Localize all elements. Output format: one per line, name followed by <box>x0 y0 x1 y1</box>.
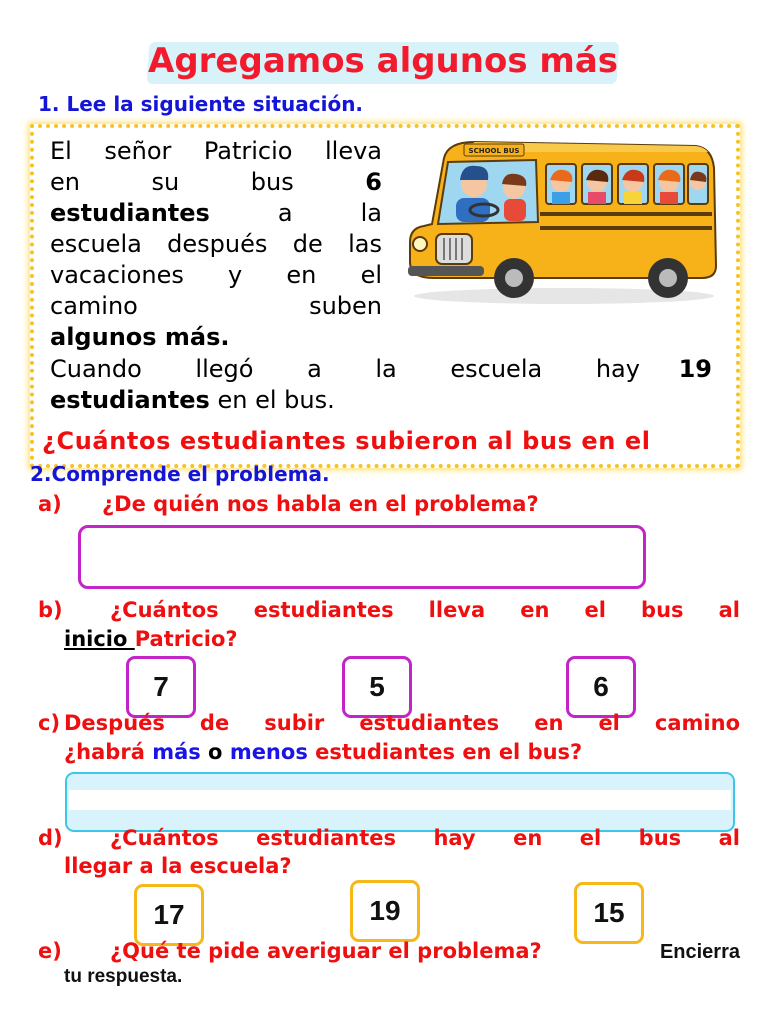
story-line <box>50 167 382 198</box>
story-box <box>30 124 740 468</box>
question-b-label: b) <box>38 598 63 622</box>
section-2-heading: 2.Comprende el problema. <box>30 462 330 486</box>
question-b-text: ¿Cuántos estudiantes lleva en el bus al <box>110 598 740 622</box>
question-d-label: d) <box>38 826 63 850</box>
story-line: escuela después de las <box>50 230 382 258</box>
word: la <box>360 199 382 227</box>
question-e-text: ¿Qué te pide averiguar el problema? <box>110 939 542 963</box>
story-line-text: Cuando llegó a la escuela hay <box>50 355 640 383</box>
answer-box-a[interactable] <box>78 525 646 589</box>
story-paragraph <box>50 136 382 353</box>
section-1-heading: 1. Lee la siguiente situación. <box>38 92 364 116</box>
question-c-text: Después de subir estudiantes en el camino <box>64 711 740 735</box>
question-d-line2: llegar a la escuela? <box>64 854 292 878</box>
option-d-2[interactable]: 19 <box>350 880 420 942</box>
story-paragraph-2 <box>50 354 726 416</box>
story-line <box>50 291 382 322</box>
number-nineteen: 19 <box>678 355 712 383</box>
question-e-hint: Encierra <box>659 941 740 963</box>
text-part: ¿habrá <box>64 740 153 764</box>
question-d-text: ¿Cuántos estudiantes hay en el bus al <box>110 826 740 850</box>
option-b-3[interactable]: 6 <box>566 656 636 718</box>
page-title: Agregamos algunos más <box>148 41 619 81</box>
question-e-hint-2: tu respuesta. <box>64 966 183 987</box>
story-line <box>50 322 382 353</box>
word: estudiantes <box>50 199 210 227</box>
story-question: ¿Cuántos estudiantes subieron al bus en el <box>42 427 651 455</box>
question-a-label: a) <box>38 492 62 516</box>
title-banner <box>148 36 618 86</box>
number-six: 6 <box>365 168 382 196</box>
question-e-line <box>110 937 740 967</box>
question-c-line2 <box>64 738 582 767</box>
story-line <box>50 354 712 385</box>
answer-box-c[interactable] <box>65 772 735 832</box>
answer-box-c-inner <box>69 790 731 810</box>
school-bus-illustration <box>404 138 720 308</box>
word: camino <box>50 292 138 320</box>
question-b-line2 <box>64 625 238 654</box>
text-part: o <box>200 740 230 764</box>
story-line: vacaciones y en el <box>50 261 382 289</box>
text-part: estudiantes en el bus? <box>307 740 583 764</box>
option-d-1[interactable]: 17 <box>134 884 204 946</box>
option-d-3[interactable]: 15 <box>574 882 644 944</box>
word: bus <box>250 168 294 196</box>
word: en <box>50 168 80 196</box>
word: algunos más. <box>50 323 230 351</box>
bus-sign-text: SCHOOL BUS <box>468 147 520 155</box>
story-line <box>50 385 726 416</box>
word: en el bus. <box>217 386 335 414</box>
word: estudiantes <box>50 386 210 414</box>
question-e-label: e) <box>38 939 62 963</box>
word-menos: menos <box>229 740 308 764</box>
word: a <box>277 199 293 227</box>
word: su <box>151 168 180 196</box>
option-b-2[interactable]: 5 <box>342 656 412 718</box>
underlined-word: inicio <box>64 627 135 651</box>
question-b-end: Patricio? <box>134 627 238 651</box>
question-c-label: c) <box>38 711 61 735</box>
word: suben <box>309 292 382 320</box>
story-line: El señor Patricio lleva <box>50 137 382 165</box>
story-line <box>50 198 382 229</box>
question-a-text: ¿De quién nos habla en el problema? <box>102 492 539 516</box>
option-b-1[interactable]: 7 <box>126 656 196 718</box>
word-mas: más <box>152 740 201 764</box>
